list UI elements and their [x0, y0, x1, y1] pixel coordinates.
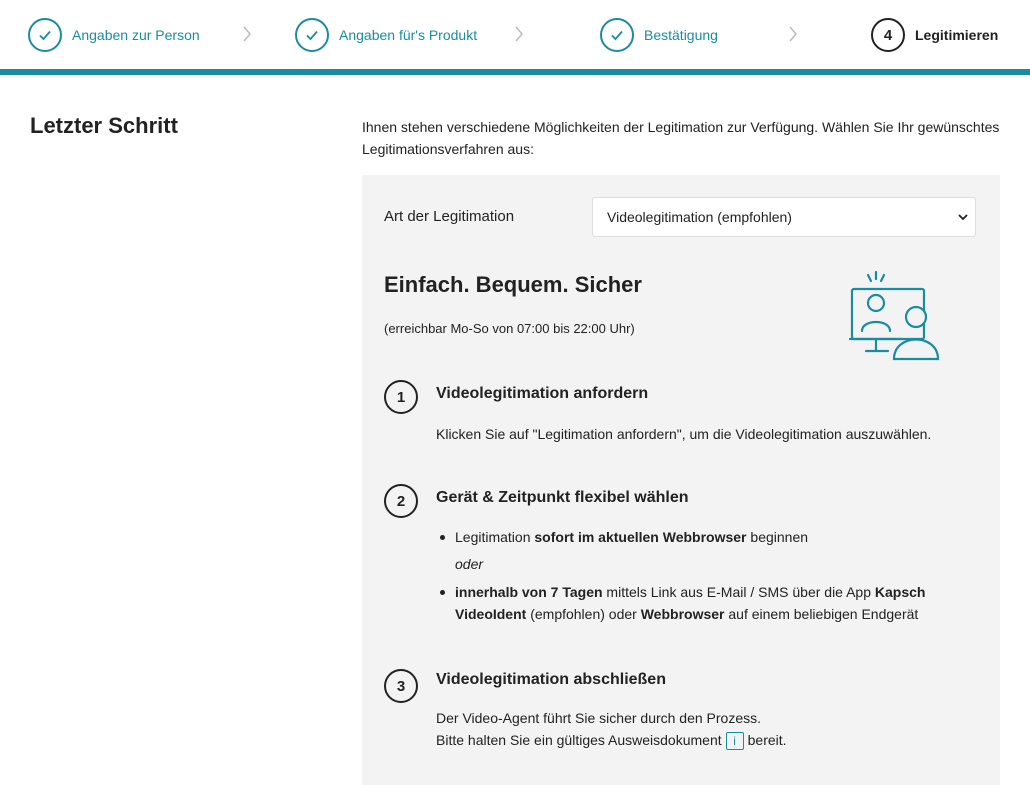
video-call-icon: [846, 269, 942, 361]
select-value: Videolegitimation (empfohlen): [607, 209, 792, 225]
step-1-text: Klicken Sie auf "Legitimation anfordern", um die Videolegitimation auszuwählen.: [436, 426, 932, 442]
step-bestaetigung[interactable]: [600, 17, 718, 53]
bullet-dot: [440, 535, 445, 540]
step-1-title: Videolegitimation anfordern: [436, 385, 649, 402]
page-title: Letzter Schritt: [30, 113, 178, 138]
step-3-line2: Bitte halten Sie ein gültiges Ausweisdokument: [436, 732, 722, 748]
panel-headline: Einfach. Bequem. Sicher: [384, 272, 642, 297]
list-item: [440, 581, 980, 625]
text: beginnen: [746, 529, 809, 545]
or-text: oder: [455, 556, 484, 572]
legitimation-panel: [362, 175, 1000, 785]
step-2-title: Gerät & Zeitpunkt flexibel wählen: [436, 489, 689, 506]
step-3-text: [436, 707, 787, 751]
legitimation-type-label: Art der Legitimation: [384, 208, 515, 225]
text: Legitimation: [455, 529, 535, 545]
check-icon: [28, 18, 62, 52]
bullet-dot: [440, 590, 445, 595]
chevron-right-icon: [512, 25, 526, 43]
text: auf einem beliebigen Endgerät: [724, 606, 919, 622]
progress-bar: [0, 69, 1030, 75]
step-number-3: 3: [384, 669, 418, 703]
step-label: Legitimieren: [915, 27, 999, 43]
step-angaben-person[interactable]: [28, 17, 200, 53]
step-3-title: Videolegitimation abschließen: [436, 671, 666, 688]
chevron-right-icon: [240, 25, 254, 43]
check-icon: [600, 18, 634, 52]
text: mittels Link aus E-Mail / SMS über die App: [602, 584, 875, 600]
bold-text: Kapsch VideoIdent: [455, 584, 926, 622]
intro-text: Ihnen stehen verschiedene Möglichkeiten der Legitimation zur Verfügung. Wählen Sie Ihr gewünschtes Legitimationsverfahren aus:: [362, 119, 1000, 157]
step-number: 4: [871, 18, 905, 52]
bold-text: sofort im aktuellen Webbrowser: [534, 529, 747, 545]
progress-stepper: [0, 0, 1030, 70]
step-label: Angaben zur Person: [72, 27, 200, 43]
bold-text: innerhalb von 7 Tagen: [455, 584, 603, 600]
chevron-right-icon: [786, 25, 800, 43]
step-3-line2-end: bereit.: [747, 732, 787, 748]
step-angaben-produkt[interactable]: [295, 17, 477, 53]
availability-hours: (erreichbar Mo-So von 07:00 bis 22:00 Uhr): [384, 321, 635, 336]
info-icon[interactable]: i: [726, 732, 744, 750]
check-icon: [295, 18, 329, 52]
text: (empfohlen) oder: [526, 606, 641, 622]
step-label: Bestätigung: [644, 27, 718, 43]
legitimation-type-select[interactable]: [592, 197, 976, 237]
step-3-line1: Der Video-Agent führt Sie sicher durch den Prozess.: [436, 710, 762, 726]
step-number-2: 2: [384, 484, 418, 518]
step-label: Angaben für's Produkt: [339, 27, 478, 43]
chevron-down-icon: [957, 211, 969, 223]
bold-text: Webbrowser: [640, 606, 725, 622]
step-legitimieren: [871, 17, 998, 53]
list-item: [440, 526, 980, 548]
step-number-1: 1: [384, 380, 418, 414]
